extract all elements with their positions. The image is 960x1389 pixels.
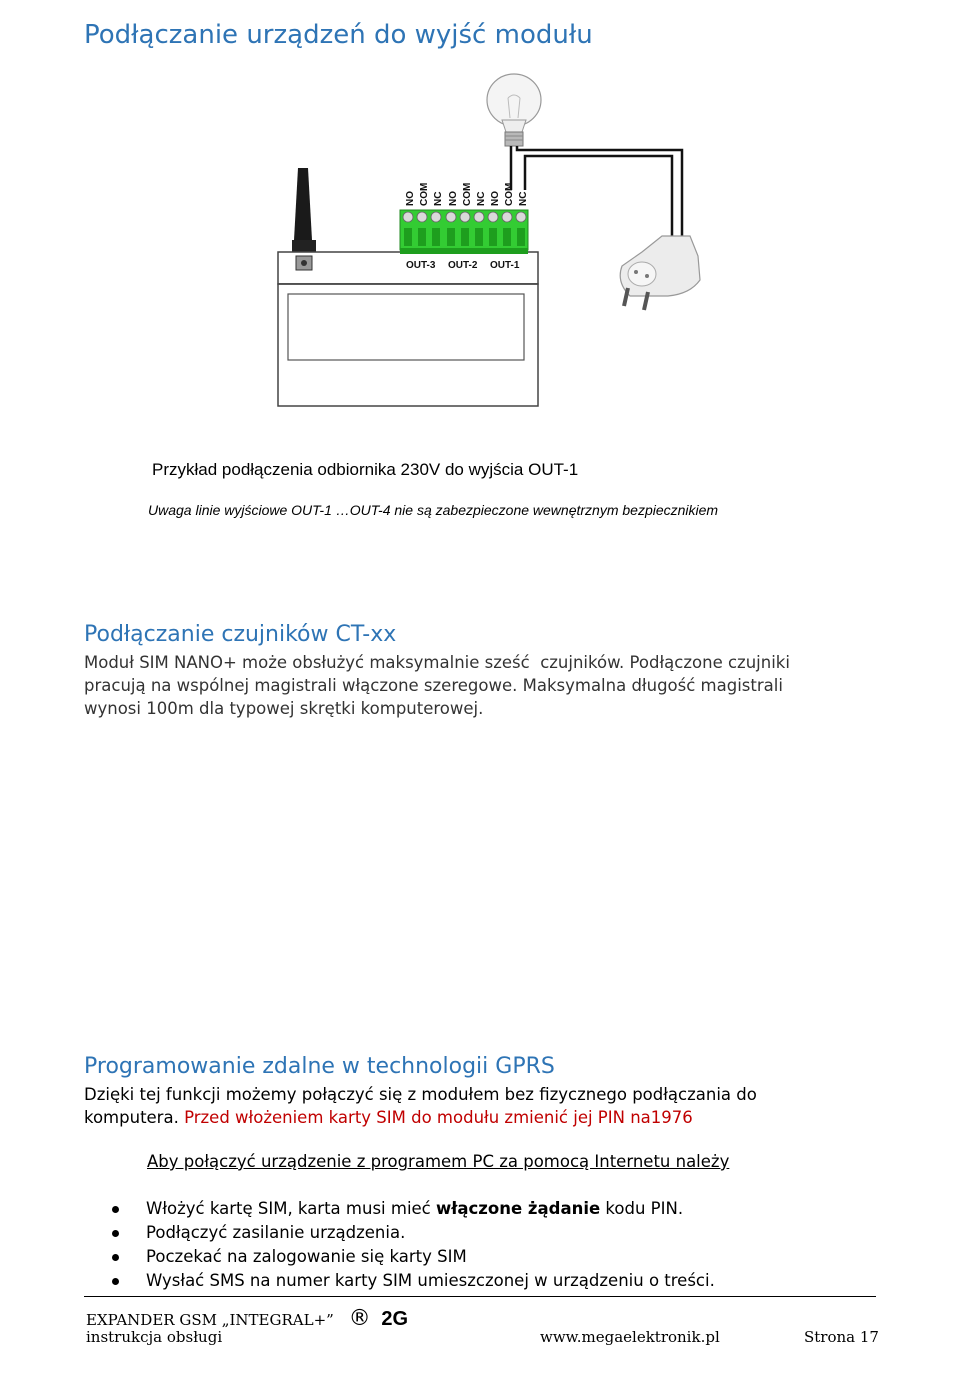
figure-note: Uwaga linie wyjściowe OUT-1 …OUT-4 nie są zabezpieczone wewnętrznym bezpiecznikiem: [148, 502, 719, 518]
terminal-label: COM: [462, 182, 473, 206]
antenna-icon: [292, 168, 316, 264]
section-heading-gprs: Programowanie zdalne w technologii GPRS: [84, 1054, 555, 1079]
text-line: pracują na wspólnej magistrali włączone szeregowe. Maksymalna długość magistrali: [84, 676, 783, 695]
product-name: EXPANDER GSM „INTEGRAL+”: [86, 1311, 334, 1329]
terminal-label: NO: [490, 191, 501, 206]
generation-label: 2G: [381, 1308, 409, 1330]
bullet-icon: [112, 1278, 119, 1285]
text-span: kodu PIN.: [600, 1199, 684, 1218]
terminal-label: NC: [518, 191, 529, 206]
sensors-paragraph: [84, 651, 884, 720]
text-span: Podłączyć zasilanie urządzenia.: [146, 1223, 406, 1242]
terminal-label: NO: [448, 191, 459, 206]
module-housing: [278, 252, 538, 406]
list-item: [84, 1269, 715, 1293]
text-line: Moduł SIM NANO+ może obsłużyć maksymalnie sześć czujników. Podłączone czujniki: [84, 653, 790, 672]
instructions-list: [84, 1197, 715, 1293]
terminal-label: COM: [504, 182, 515, 206]
text-line: wynosi 100m dla typowej skrętki komputerowej.: [84, 699, 484, 718]
registered-icon: ®: [348, 1306, 371, 1331]
emphasis-text: włączone żądanie: [436, 1199, 601, 1218]
figure-caption: Przykład podłączenia odbiornika 230V do wyjścia OUT-1: [152, 460, 579, 479]
page-number: Strona 17: [804, 1328, 879, 1346]
page-title: Podłączanie urządzeń do wyjść modułu: [84, 20, 593, 50]
output-label: OUT-3: [406, 260, 436, 271]
power-plug-icon: [620, 236, 700, 310]
text-span: komputera.: [84, 1108, 179, 1127]
footer-manual: instrukcja obsługi: [86, 1328, 223, 1346]
list-item: [84, 1197, 715, 1221]
bullet-icon: [112, 1254, 119, 1261]
terminal-label: NC: [433, 191, 444, 206]
bullet-icon: [112, 1206, 119, 1213]
bullet-icon: [112, 1230, 119, 1237]
section-heading-sensors: Podłączanie czujników CT-xx: [84, 622, 397, 647]
wiring-diagram: [270, 70, 710, 415]
light-bulb-icon: [487, 74, 541, 146]
text-span: Poczekać na zalogowanie się karty SIM: [146, 1247, 467, 1266]
text-span: Włożyć kartę SIM, karta musi mieć: [146, 1199, 436, 1218]
terminal-label: NO: [405, 191, 416, 206]
list-item: [84, 1221, 715, 1245]
text-span: Wysłać SMS na numer karty SIM umieszczonej w urządzeniu o treści.: [146, 1271, 715, 1290]
instructions-subheading: Aby połączyć urządzenie z programem PC za pomocą Internetu należy: [147, 1152, 730, 1171]
footer-website-link[interactable]: www.megaelektronik.pl: [540, 1328, 720, 1346]
pin-warning: Przed włożeniem karty SIM do modułu zmienić jej PIN na1976: [184, 1108, 693, 1127]
terminal-block: [400, 210, 528, 254]
gprs-paragraph: [84, 1083, 884, 1129]
wires: [511, 146, 682, 238]
text-line: [84, 1106, 884, 1129]
text-line: Dzięki tej funkcji możemy połączyć się z modułem bez fizycznego podłączania do: [84, 1085, 757, 1104]
footer-divider: [84, 1296, 876, 1297]
list-item: [84, 1245, 715, 1269]
terminal-label: NC: [476, 191, 487, 206]
output-label: OUT-2: [448, 260, 478, 271]
terminal-label: COM: [419, 182, 430, 206]
output-label: OUT-1: [490, 260, 520, 271]
